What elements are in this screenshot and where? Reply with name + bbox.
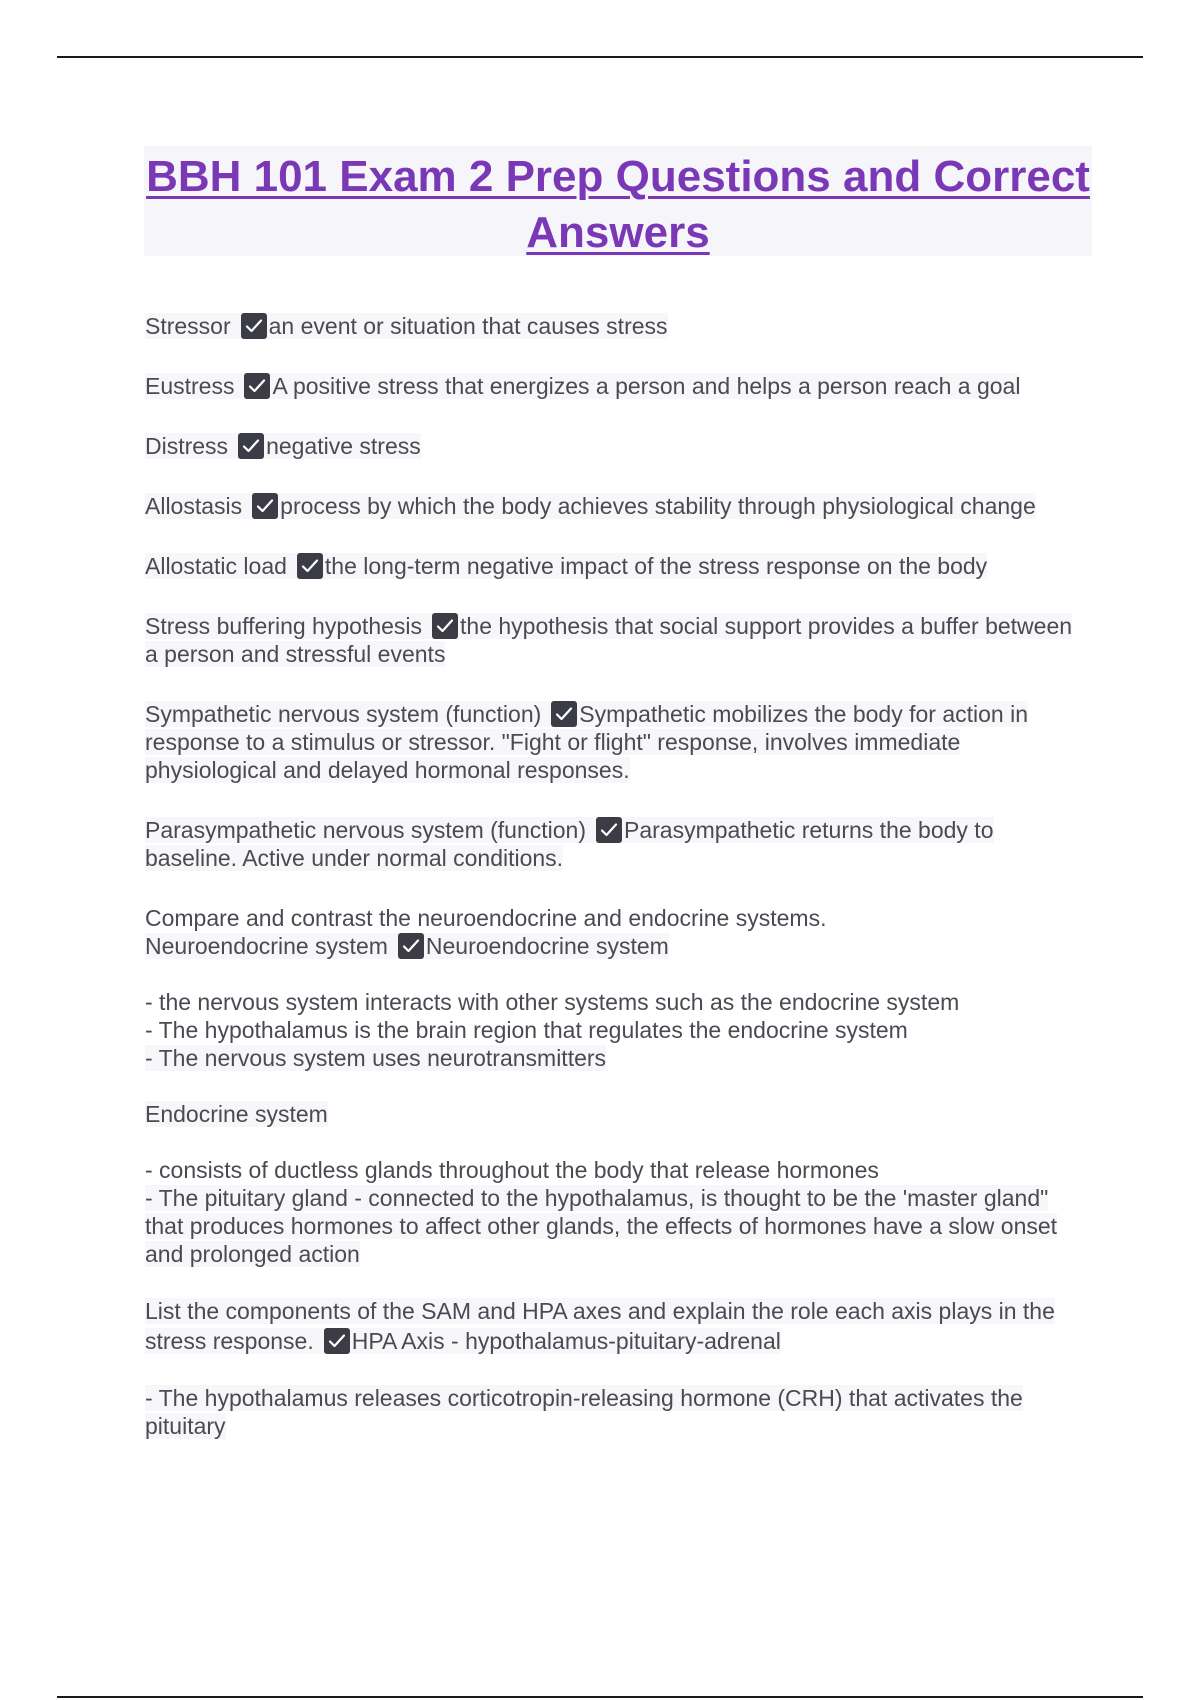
endocrine-bullets <box>145 1156 1085 1268</box>
bullet-item: - The hypothalamus releases corticotropin-releasing hormone (CRH) that activates the pituitary <box>145 1385 1023 1439</box>
checkbox-check-icon <box>238 433 264 459</box>
flashcard <box>145 372 1085 400</box>
flashcard <box>145 612 1085 668</box>
flashcard <box>145 492 1085 520</box>
definition: the long-term negative impact of the stress response on the body <box>324 553 988 579</box>
checkbox-check-icon <box>596 817 622 843</box>
term: Parasympathetic nervous system (function) <box>145 817 587 843</box>
compare-question <box>145 904 1085 960</box>
definition: the hypothesis that social support provides a buffer between a person and stressful events <box>145 613 1073 667</box>
section-heading: Endocrine system <box>145 1101 328 1127</box>
flashcard <box>145 700 1085 784</box>
bullet-item: - The hypothalamus is the brain region that regulates the endocrine system <box>145 1017 908 1043</box>
endocrine-heading <box>145 1100 1085 1128</box>
sam-hpa-question <box>145 1296 1085 1356</box>
definition: negative stress <box>266 433 421 459</box>
checkbox-check-icon <box>432 613 458 639</box>
top-rule <box>57 56 1143 58</box>
term: Allostatic load <box>145 553 287 579</box>
term: Eustress <box>145 373 235 399</box>
flashcard <box>145 816 1085 872</box>
checkbox-check-icon <box>551 701 577 727</box>
checkbox-check-icon <box>398 933 424 959</box>
term: Distress <box>145 433 229 459</box>
flashcard <box>145 432 1085 460</box>
term: Stress buffering hypothesis <box>145 613 423 639</box>
bullet-item: - The nervous system uses neurotransmitters <box>145 1045 607 1071</box>
bullet-item: - consists of ductless glands throughout the body that release hormones <box>145 1157 879 1183</box>
checkbox-check-icon <box>297 553 323 579</box>
title-block <box>144 146 1092 256</box>
term: Sympathetic nervous system (function) <box>145 701 542 727</box>
checkbox-check-icon <box>252 493 278 519</box>
definition: A positive stress that energizes a person and helps a person reach a goal <box>272 373 1021 399</box>
answer-heading: HPA Axis - hypothalamus-pituitary-adrenal <box>351 1328 781 1354</box>
answer-heading: Neuroendocrine system <box>425 933 669 959</box>
flashcard <box>145 552 1085 580</box>
definition: an event or situation that causes stress <box>268 313 668 339</box>
checkbox-check-icon <box>244 373 270 399</box>
bullet-item: - the nervous system interacts with other systems such as the endocrine system <box>145 989 960 1015</box>
bullet-item: - The pituitary gland - connected to the hypothalamus, is thought to be the 'master gland" that produces hormones to affect other glands, the effects of hormones have a slow onset and prolonged action <box>145 1185 1058 1267</box>
bottom-rule <box>57 1696 1143 1698</box>
hpa-bullets <box>145 1384 1085 1440</box>
term: Allostasis <box>145 493 243 519</box>
question-line: Neuroendocrine system <box>145 933 388 959</box>
checkbox-check-icon <box>241 313 267 339</box>
term: Stressor <box>145 313 231 339</box>
definition: Sympathetic mobilizes the body for action in response to a stimulus or stressor. "Fight or flight" response, involves immediate physiological and delayed hormonal responses. <box>145 701 1029 783</box>
definition: Parasympathetic returns the body to baseline. Active under normal conditions. <box>145 817 994 871</box>
neuroendocrine-bullets <box>145 988 1085 1072</box>
question-line: Compare and contrast the neuroendocrine and endocrine systems. <box>145 905 827 931</box>
definition: process by which the body achieves stability through physiological change <box>280 493 1036 519</box>
flashcard <box>145 312 1085 340</box>
question-text: List the components of the SAM and HPA axes and explain the role each axis plays in the stress response. <box>145 1298 1055 1354</box>
page-title: BBH 101 Exam 2 Prep Questions and Correct Answers <box>146 152 1090 257</box>
checkbox-check-icon <box>324 1328 350 1354</box>
document-body <box>145 312 1085 1472</box>
